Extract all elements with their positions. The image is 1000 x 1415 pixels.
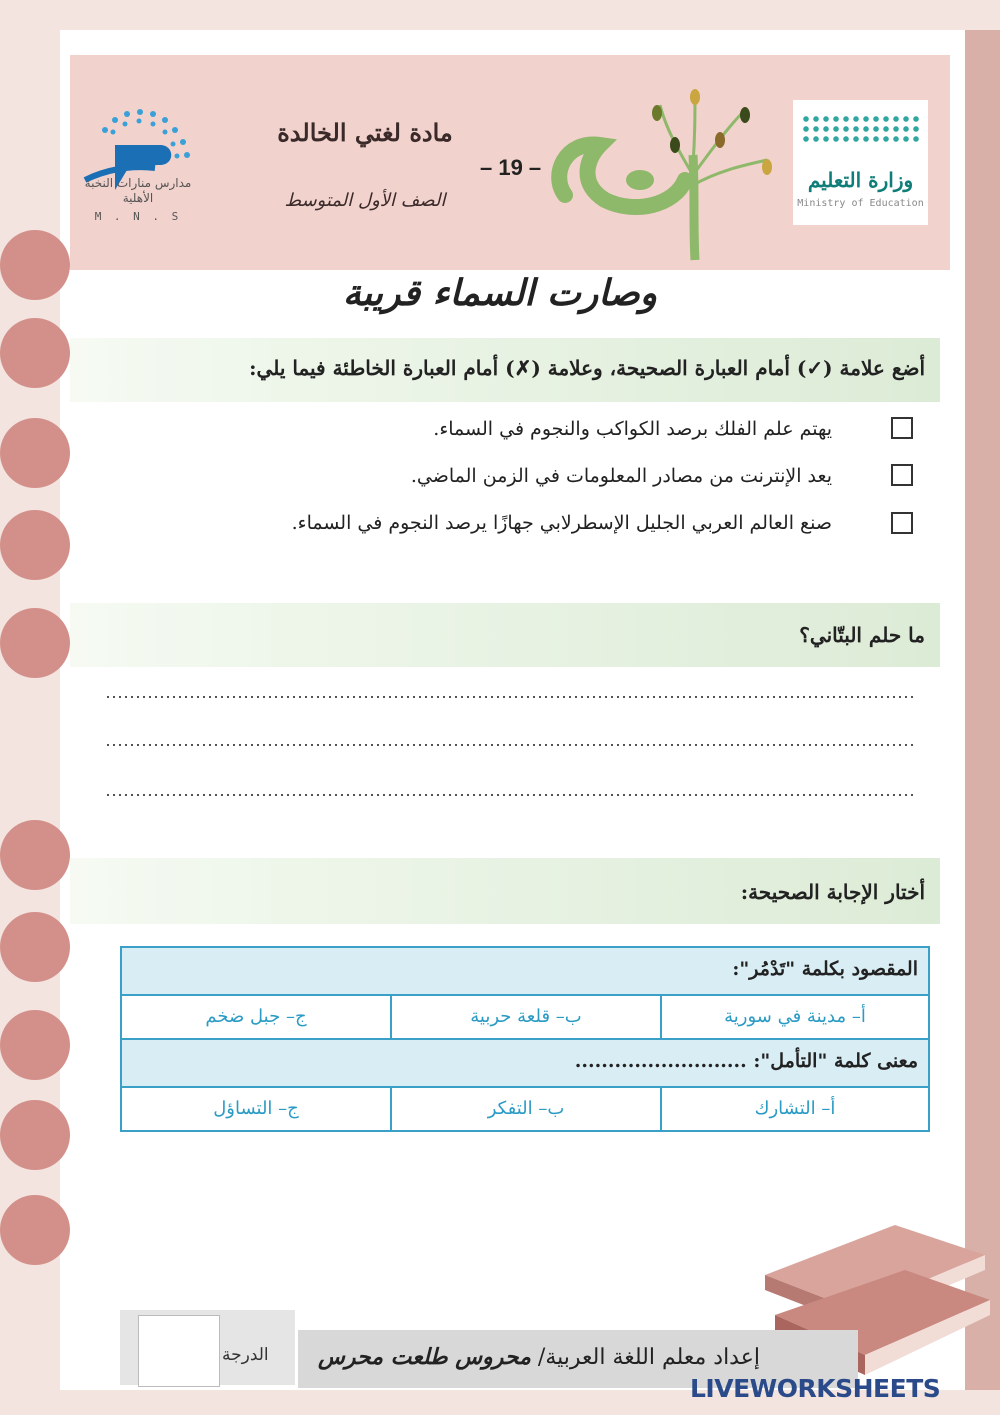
mcq-options-row (122, 996, 928, 1040)
statement-checkbox[interactable] (891, 464, 913, 486)
answer-line[interactable] (105, 794, 915, 796)
credit-name: محروس طلعت محرس (318, 1344, 531, 1370)
mcq-option[interactable]: ب– التفكر (390, 1088, 660, 1130)
open-question: ما حلم البتّاني؟ (799, 623, 925, 647)
mcq-question-row (122, 948, 928, 996)
binder-strip (965, 30, 1000, 1390)
mcq-table (120, 946, 930, 1132)
grade-input[interactable] (138, 1315, 220, 1387)
binder-ring (0, 418, 70, 488)
ministry-dots-icon (801, 114, 921, 144)
statement-text: يعد الإنترنت من مصادر المعلومات في الزمن الماضي. (410, 465, 832, 487)
binder-ring (0, 1010, 70, 1080)
binder-ring (0, 1100, 70, 1170)
page-number: – 19 – (480, 155, 542, 180)
mcq-band (70, 858, 940, 924)
binder-ring (0, 608, 70, 678)
instruction-band (70, 338, 940, 402)
statement-text: صنع العالم العربي الجليل الإسطرلابي جهازًا يرصد النجوم في السماء. (291, 512, 832, 534)
statement-text: يهتم علم الفلك برصد الكواكب والنجوم في السماء. (433, 418, 832, 440)
ministry-logo (793, 100, 928, 225)
binder-ring (0, 1195, 70, 1265)
answer-line[interactable] (105, 696, 915, 698)
mcq-option[interactable]: ج– جبل ضخم (205, 1006, 307, 1027)
binder-ring (0, 820, 70, 890)
ministry-name-ar: وزارة التعليم (807, 168, 914, 192)
statement-checkbox[interactable] (891, 417, 913, 439)
school-name: مدارس منارات النخبة الأهلية (84, 176, 192, 205)
mcq-instruction: أختار الإجابة الصحيحة: (740, 880, 925, 904)
grade-label: الصف الأول المتوسط (284, 190, 446, 211)
question-band (70, 603, 940, 667)
credit-line (318, 1344, 760, 1370)
mcq-option[interactable]: ج– التساؤل (213, 1098, 299, 1119)
mcq-option[interactable]: ب– قلعة حربية (390, 996, 660, 1038)
binder-ring (0, 912, 70, 982)
daad-tree-icon (545, 85, 775, 265)
liveworksheets-watermark: LIVEWORKSHEETS (690, 1374, 941, 1403)
binder-ring (0, 318, 70, 388)
credit-prefix: إعداد معلم اللغة العربية/ (537, 1345, 760, 1370)
school-abbr: M . N . S (94, 210, 182, 223)
mcq-option[interactable]: أ– مدينة في سورية (660, 996, 928, 1038)
grade-label-footer: الدرجة (222, 1345, 269, 1365)
mcq-question: المقصود بكلمة "تَدْمُر": (732, 958, 918, 980)
true-false-instruction: أضع علامة (✓) أمام العبارة الصحيحة، وعلامة (✗) أمام العبارة الخاطئة فيما يلي: (249, 356, 925, 380)
mcq-option[interactable]: أ– التشارك (660, 1088, 928, 1130)
binder-ring (0, 510, 70, 580)
ministry-name-en: Ministry of Education (797, 198, 924, 209)
mcq-options-row (122, 1088, 928, 1132)
lesson-title: وصارت السماء قريبة (342, 272, 658, 314)
statement-checkbox[interactable] (891, 512, 913, 534)
binder-ring (0, 230, 70, 300)
answer-line[interactable] (105, 744, 915, 746)
mcq-question-row (122, 1040, 928, 1088)
mcq-question: معنى كلمة "التأمل": .......................... (574, 1050, 918, 1072)
subject-title: مادة لغتي الخالدة (277, 118, 453, 147)
